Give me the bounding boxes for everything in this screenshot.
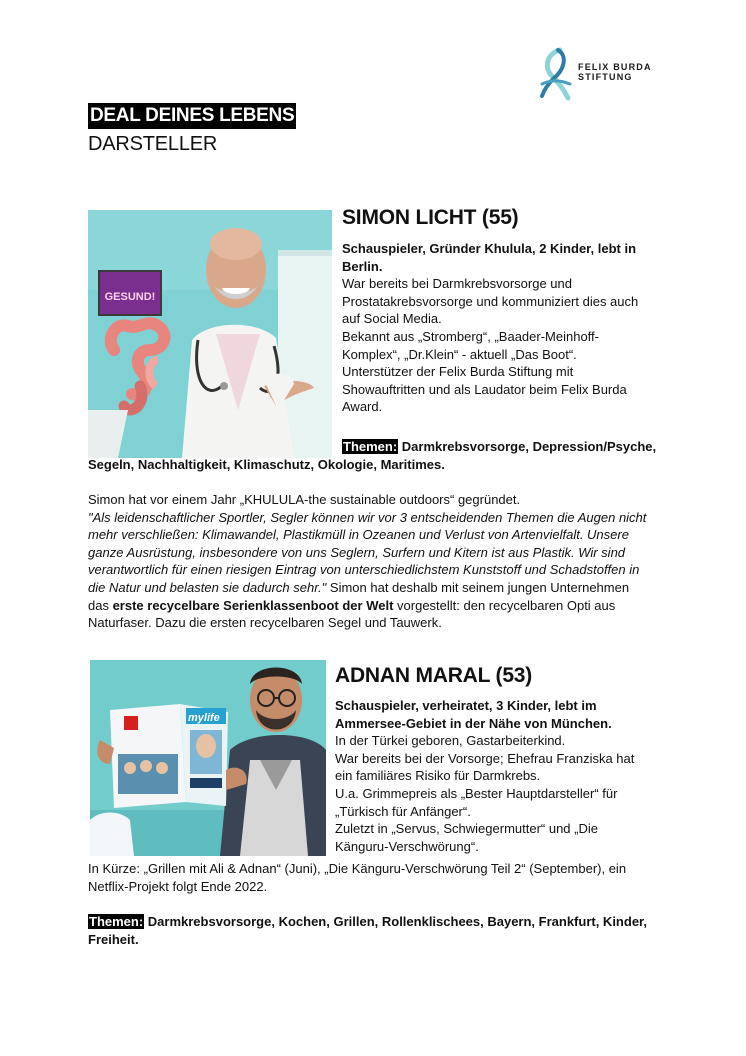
quote-line: "Als leidenschaftlicher Sportler, Segler können wir vor 3 entscheidenden Themen die Augen nicht [88, 509, 647, 525]
person1-bio-line: Bekannt aus „Stromberg“, „Baader-Meinhoff- [342, 328, 599, 344]
story-bold: erste recycelbare Serienklassenboot der Welt [112, 597, 394, 613]
after-quote: Simon hat deshalb mit seinem jungen Unternehmen [326, 579, 630, 595]
person2-bio-line: ein familiäres Risiko für Darmkrebs. [335, 768, 541, 784]
person2-kurz [88, 860, 668, 895]
person1-bio-line: Unterstützer der Felix Burda Stiftung mit [342, 364, 574, 380]
person2-themen [88, 913, 668, 948]
person2-name: ADNAN MARAL (53) [335, 664, 533, 687]
person1-bio-line: Showauftritten und als Laudator beim Felix Burda [342, 381, 627, 397]
quote-line: ganze Ausrüstung, insbesondere von uns Seglern, Surfern und Kitern ist aus Plastik. Wir sind [88, 544, 626, 560]
kurz-line: Netflix-Projekt folgt Ende 2022. [88, 878, 268, 894]
person1-bio-line: Award. [342, 399, 383, 415]
person2-bio-bold: Ammersee-Gebiet in der Nähe von München. [335, 715, 612, 731]
person1-bio-line: Prostatakrebsvorsorge und kommuniziert dies auch [342, 293, 639, 309]
person1-themen-line1 [342, 438, 672, 456]
person1-bio-bold: Schauspieler, Gründer Khulula, 2 Kinder, lebt in Berlin. [342, 241, 637, 274]
person2-bio-line: In der Türkei geboren, Gastarbeiterkind. [335, 733, 566, 749]
themen-label: Themen: [343, 439, 398, 454]
person2-bio-line: Zuletzt in „Servus, Schwiegermutter“ und „Die [335, 821, 598, 837]
ribbon-icon [538, 46, 574, 102]
person2-bio-line: U.a. Grimmepreis als „Bester Hauptdarsteller“ für [335, 785, 618, 801]
person1-bio-line: War bereits bei Darmkrebsvorsorge und [342, 276, 572, 292]
story-pre: das [88, 597, 113, 613]
person1-themen-text: Darmkrebsvorsorge, Depression/Psyche, [398, 439, 657, 454]
person2-bio-bold: Schauspieler, verheiratet, 3 Kinder, lebt im [335, 698, 597, 713]
person2-bio [335, 697, 665, 855]
story-last: Naturfaser. Dazu die ersten recycelbaren Segel und Tauwerk. [88, 615, 442, 631]
felix-burda-logo [538, 46, 668, 102]
person2-bio-line: „Türkisch für Anfänger“. [335, 803, 471, 819]
person1-bio [342, 240, 662, 416]
magazine-title-text: mylife [188, 712, 220, 724]
person1-themen-line2: Segeln, Nachhaltigkeit, Klimaschutz, Okologie, Maritimes. [88, 457, 445, 472]
quote-last: die Natur und belasten sie dadurch sehr." [88, 579, 327, 595]
person1-bio-line: auf Social Media. [342, 311, 442, 327]
person2-bio-line: War bereits bei der Vorsorge; Ehefrau Franziska hat [335, 750, 635, 766]
person1-bio-line: Komplex“, „Dr.Klein“ - aktuell „Das Boot“. [342, 346, 577, 362]
person2-bio-line: Känguru-Verschwörung“. [335, 838, 479, 854]
person2-themen-text: Darmkrebsvorsorge, Kochen, Grillen, Rollenklischees, Bayern, Frankfurt, Kinder, [144, 914, 648, 929]
adnan-maral-photo [90, 660, 326, 856]
page-title: DEAL DEINES LEBENS [88, 103, 296, 129]
page-subtitle: DARSTELLER [88, 133, 218, 155]
quote-line: mehr verschließen: Klimawandel, Plastikmüll in Ozeanen und Verlust von Artenvielfalt. Unsere [88, 527, 629, 543]
story-line: Simon hat vor einem Jahr „KHULULA-the sustainable outdoors“ gegründet. [88, 492, 521, 507]
simon-licht-photo [88, 210, 332, 458]
quote-line: verantwortlich für einen riesigen Eintrag von unterschiedlichstem Kunststoff und Schadstoffen in [88, 562, 640, 578]
person1-name: SIMON LICHT (55) [342, 206, 519, 229]
logo-line-1: FELIX BURDA [578, 62, 652, 72]
person1-story [88, 491, 668, 632]
gesund-sign-text: GESUND! [104, 291, 156, 303]
story-post: vorgestellt: den recycelbaren Opti aus [393, 597, 616, 613]
themen-label: Themen: [89, 914, 144, 929]
logo-line-2: STIFTUNG [578, 72, 633, 82]
person2-themen-line2: Freiheit. [88, 931, 139, 947]
kurz-line: In Kürze: „Grillen mit Ali & Adnan“ (Juni), „Die Känguru-Verschwörung Teil 2“ (September), ein [88, 861, 627, 876]
